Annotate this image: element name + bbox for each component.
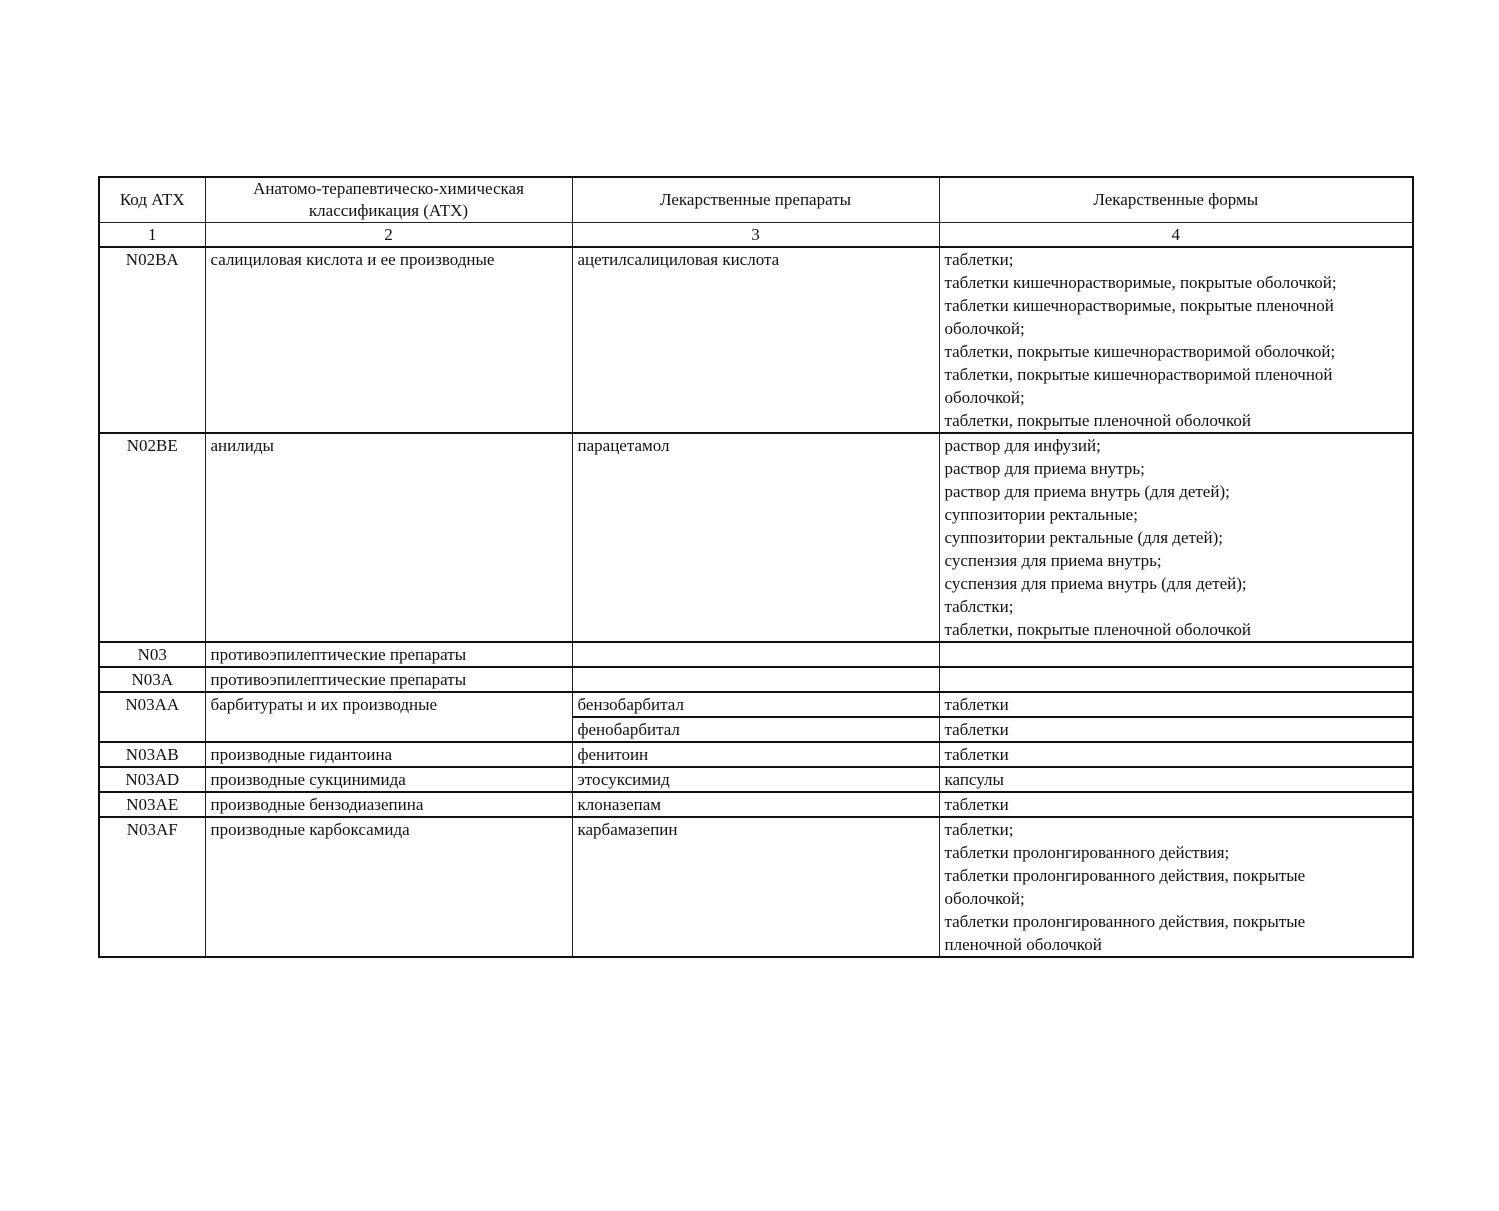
- dosage-forms-cell: [939, 642, 1413, 667]
- classification-cell: салициловая кислота и ее производные: [205, 247, 572, 433]
- classification-cell: противоэпилептические препараты: [205, 667, 572, 692]
- dosage-form-line: суспензия для приема внутрь (для детей);: [944, 574, 1247, 593]
- dosage-form-line: раствор для инфузий;: [944, 436, 1101, 455]
- header-forms: Лекарственные формы: [939, 177, 1413, 223]
- atx-code-cell: N03AB: [99, 742, 205, 767]
- column-number: 1: [99, 223, 205, 248]
- atx-drug-table: [98, 176, 1414, 958]
- dosage-forms-cell: [939, 433, 1413, 642]
- column-number: 3: [572, 223, 939, 248]
- table-row: [99, 792, 1413, 817]
- atx-code-cell: N02BE: [99, 433, 205, 642]
- drug-name-cell: [572, 667, 939, 692]
- dosage-form-line: таблетки пролонгированного действия, покрытые: [944, 912, 1306, 931]
- drug-name-cell: бензобарбитал: [572, 692, 939, 717]
- dosage-form-line: раствор для приема внутрь;: [944, 459, 1145, 478]
- drug-name-cell: парацетамол: [572, 433, 939, 642]
- dosage-form-line: оболочкой;: [944, 388, 1025, 407]
- dosage-form-line: капсулы: [944, 770, 1004, 789]
- header-code: Код АТХ: [99, 177, 205, 223]
- dosage-form-line: таблетки, покрытые кишечнорастворимой оболочкой;: [944, 342, 1336, 361]
- classification-cell: производные карбоксамида: [205, 817, 572, 957]
- header-row: [99, 177, 1413, 223]
- dosage-form-line: суспензия для приема внутрь;: [944, 551, 1162, 570]
- dosage-form-line: таблетки, покрытые пленочной оболочкой: [944, 620, 1251, 639]
- dosage-forms-cell: [939, 817, 1413, 957]
- header-classification: [205, 177, 572, 223]
- dosage-forms-cell: [939, 742, 1413, 767]
- classification-cell: производные бензодиазепина: [205, 792, 572, 817]
- drug-name-cell: фенитоин: [572, 742, 939, 767]
- drug-name-cell: [572, 642, 939, 667]
- table-row: [99, 433, 1413, 642]
- header-classification-line-2: классификация (АТХ): [308, 201, 469, 220]
- dosage-form-line: таблетки;: [944, 250, 1014, 269]
- dosage-form-line: таблетки: [944, 745, 1009, 764]
- dosage-form-line: оболочкой;: [944, 319, 1025, 338]
- header-classification-line-1: Анатомо-терапевтическо-химическая: [253, 179, 524, 198]
- classification-cell: барбитураты и их производные: [205, 692, 572, 742]
- drug-name-cell: карбамазепин: [572, 817, 939, 957]
- dosage-forms-cell: [939, 767, 1413, 792]
- table-row: [99, 817, 1413, 957]
- dosage-form-line: таблетки пролонгированного действия;: [944, 843, 1230, 862]
- column-number: 2: [205, 223, 572, 248]
- dosage-forms-cell: [939, 717, 1413, 742]
- atx-code-cell: N03AF: [99, 817, 205, 957]
- header-drugs: Лекарственные препараты: [572, 177, 939, 223]
- dosage-form-line: таблетки: [944, 795, 1009, 814]
- table-row: [99, 767, 1413, 792]
- classification-cell: противоэпилептические препараты: [205, 642, 572, 667]
- dosage-forms-cell: [939, 792, 1413, 817]
- atx-code-cell: N03A: [99, 667, 205, 692]
- classification-cell: производные гидантоина: [205, 742, 572, 767]
- drug-name-cell: ацетилсалициловая кислота: [572, 247, 939, 433]
- dosage-form-line: пленочной оболочкой: [944, 935, 1102, 954]
- atx-code-cell: N03AD: [99, 767, 205, 792]
- dosage-form-line: таблетки: [944, 695, 1009, 714]
- drug-name-cell: фенобарбитал: [572, 717, 939, 742]
- atx-code-cell: N03AE: [99, 792, 205, 817]
- dosage-form-line: таблетки, покрытые кишечнорастворимой пленочной: [944, 365, 1333, 384]
- dosage-form-line: таблстки;: [944, 597, 1014, 616]
- column-number-row: [99, 223, 1413, 248]
- dosage-form-line: таблетки: [944, 720, 1009, 739]
- classification-cell: производные сукцинимида: [205, 767, 572, 792]
- table-row: [99, 642, 1413, 667]
- dosage-forms-cell: [939, 247, 1413, 433]
- dosage-form-line: таблетки;: [944, 820, 1014, 839]
- dosage-form-line: таблетки кишечнорастворимые, покрытые оболочкой;: [944, 273, 1337, 292]
- dosage-form-line: таблетки пролонгированного действия, покрытые: [944, 866, 1306, 885]
- classification-cell: анилиды: [205, 433, 572, 642]
- atx-code-cell: N03: [99, 642, 205, 667]
- dosage-form-line: таблетки кишечнорастворимые, покрытые пленочной: [944, 296, 1334, 315]
- atx-code-cell: N03AA: [99, 692, 205, 742]
- dosage-forms-cell: [939, 667, 1413, 692]
- table-row: [99, 742, 1413, 767]
- drug-name-cell: этосуксимид: [572, 767, 939, 792]
- dosage-form-line: суппозитории ректальные (для детей);: [944, 528, 1223, 547]
- table-row: [99, 247, 1413, 433]
- dosage-form-line: таблетки, покрытые пленочной оболочкой: [944, 411, 1251, 430]
- dosage-form-line: раствор для приема внутрь (для детей);: [944, 482, 1230, 501]
- dosage-form-line: оболочкой;: [944, 889, 1025, 908]
- table-row: [99, 692, 1413, 717]
- dosage-forms-cell: [939, 692, 1413, 717]
- drug-name-cell: клоназепам: [572, 792, 939, 817]
- dosage-form-line: суппозитории ректальные;: [944, 505, 1138, 524]
- column-number: 4: [939, 223, 1413, 248]
- atx-code-cell: N02BA: [99, 247, 205, 433]
- table-row: [99, 667, 1413, 692]
